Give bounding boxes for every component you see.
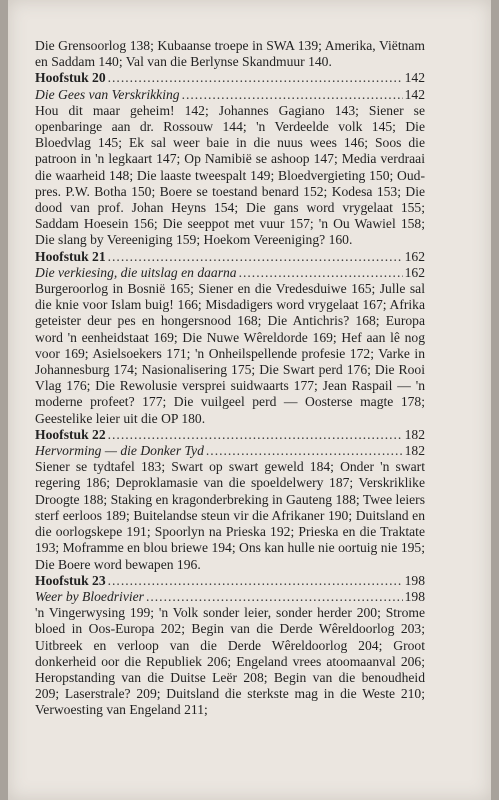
- chapter-subtitle-text: Hervorming — die Donker Tyd: [35, 443, 204, 459]
- book-page: [8, 0, 491, 800]
- leader-dots: [108, 70, 403, 86]
- chapter-title: Hoofstuk 22: [35, 426, 106, 442]
- chapter-heading: [35, 249, 425, 265]
- chapter-23: [35, 573, 425, 719]
- table-of-contents: [35, 38, 425, 719]
- page-number: 198: [404, 588, 425, 604]
- chapter-entries: Burgeroorlog in Bosnië 165; Siener en die Vredesduiwe 165; Julle sal die knie voor Islam buig! 166; Misdadigers word vrygelaat 167; Afrika geteister deur pes en hongersnood 168; Die Antichris? 168; Europa word 'n eenheidstaat 169; Die Nuwe Wêreldorde 169; Hef aan lê nog voor 169; Asielsoekers 171; 'n Onheilspellende profesie 172; Varke in Johannesburg 174; Nasionalisering 175; Die Swart perd 176; Die Rooi Vlag 176; Die Rewolusie versprei suidwaarts 177; Jean Raspail — 'n moderne profeet? 177; Die vuilgeel perd — Oosterse magte 178; Geestelike leier uit die OP 180.: [35, 281, 425, 426]
- page-number: 198: [404, 572, 425, 588]
- chapter-heading: [35, 70, 425, 86]
- page-number: 182: [404, 426, 425, 442]
- page-number: 142: [404, 70, 425, 86]
- chapter-heading: [35, 427, 425, 443]
- chapter-subtitle: [35, 265, 425, 281]
- page-number: 182: [404, 443, 425, 459]
- page-number: 142: [404, 86, 425, 102]
- intro-entries: Die Grensoorlog 138; Kubaanse troepe in SWA 139; Amerika, Viëtnam en Saddam 140; Val van die Berlynse Skandmuur 140.: [35, 38, 425, 70]
- page-number: 162: [404, 248, 425, 264]
- chapter-title: Hoofstuk 21: [35, 248, 106, 264]
- chapter-subtitle-text: Weer by Bloedrivier: [35, 588, 144, 604]
- chapter-20: [35, 70, 425, 248]
- leader-dots: [146, 589, 403, 605]
- leader-dots: [108, 249, 403, 265]
- page-number: 162: [404, 264, 425, 280]
- leader-dots: [108, 427, 403, 443]
- chapter-subtitle-text: Die verkiesing, die uitslag en daarna: [35, 264, 237, 280]
- chapter-22: [35, 427, 425, 573]
- leader-dots: [206, 443, 403, 459]
- chapter-heading: [35, 573, 425, 589]
- chapter-subtitle: [35, 443, 425, 459]
- chapter-entries: 'n Vingerwysing 199; 'n Volk sonder leier, sonder herder 200; Strome bloed in Oos-Europa 202; Begin van die Derde Wêreldoorlog 203; Uitbreek en verloop van die Derde Wêreldoorlog 204; Groot donkerheid oor die Republiek 206; Engeland vrees atoomaanval 206; Heropstanding van die Duitse Leër 208; Begin van die benoudheid 209; Laserstrale? 209; Duitsland die sterkste mag in die Weste 210; Verwoesting van Engeland 211;: [35, 605, 425, 718]
- chapter-entries: Siener se tydtafel 183; Swart op swart geweld 184; Onder 'n swart regering 186; Deproklamasie van die spoeldelwery 187; Verskriklike Droogte 188; Staking en kragonderbreking in Gauteng 188; Twee leiers sterf eerloos 189; Buitelandse steun vir die Afrikaner 190; Duitsland en die oorlogskepe 191; Spoorlyn na Prieska 192; Prieska en die Traktate 193; Moframme en blou briewe 194; Ons kan hulle nie oortuig nie 195; Die Boere word bewapen 196.: [35, 459, 425, 572]
- chapter-title: Hoofstuk 23: [35, 572, 106, 588]
- chapter-subtitle: [35, 589, 425, 605]
- chapter-entries: Hou dit maar geheim! 142; Johannes Gagiano 143; Siener se openbaringe aan dr. Rossouw 144; 'n Verdeelde volk 145; Die Bloedvlag 145; Ek sal weer baie in die nuus wees 146; Soos die patroon in 'n legkaart 147; Op Namibië se ashoop 147; Media verdraai die waarheid 148; Die laaste tweespalt 149; Bloedvergieting 150; Oud-pres. P.W. Botha 150; Boere se toestand benard 152; Kodesa 153; Die dood van prof. Johan Heyns 154; Die gans word vrygelaat 155; Saddam Hoesein 156; Die seeppot met vuur 157; 'n Ou Wawiel 158; Die slang by Vereeniging 159; Hoekom Vereeniging? 160.: [35, 102, 425, 248]
- chapter-subtitle: [35, 87, 425, 103]
- leader-dots: [182, 87, 403, 103]
- chapter-21: [35, 249, 425, 427]
- leader-dots: [108, 573, 403, 589]
- leader-dots: [239, 265, 403, 281]
- chapter-subtitle-text: Die Gees van Verskrikking: [35, 86, 180, 102]
- chapter-title: Hoofstuk 20: [35, 70, 106, 86]
